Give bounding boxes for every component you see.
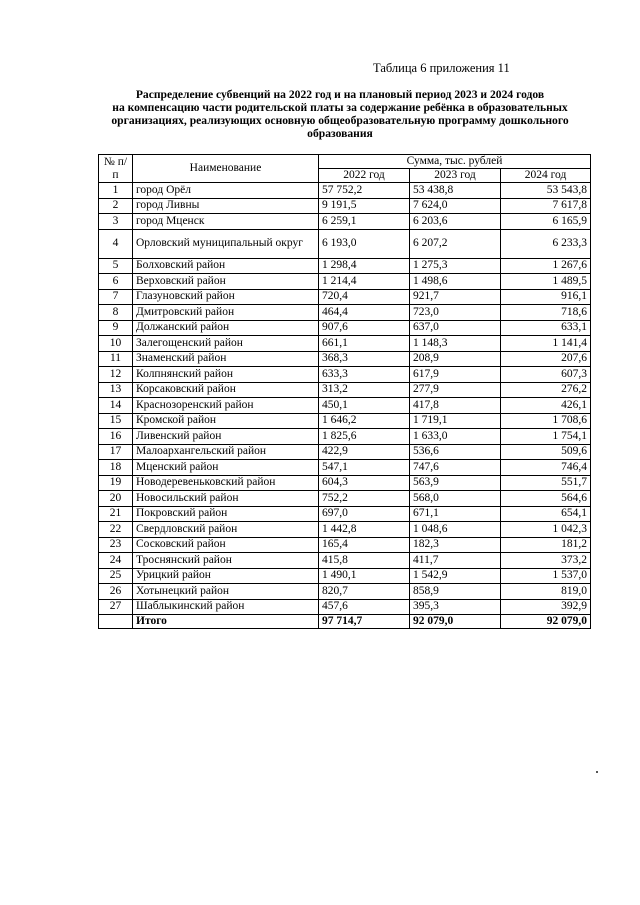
row-2024: 1 754,1	[501, 429, 591, 445]
table-row	[99, 537, 591, 553]
row-num: 21	[99, 506, 133, 522]
row-2023: 637,0	[410, 320, 501, 336]
row-2024: 181,2	[501, 537, 591, 553]
table-row	[99, 351, 591, 367]
row-2024: 564,6	[501, 491, 591, 507]
table-row	[99, 274, 591, 290]
row-name: Мценский район	[133, 460, 319, 476]
row-name: Дмитровский район	[133, 305, 319, 321]
row-num: 20	[99, 491, 133, 507]
title-line: на компенсацию части родительской платы за содержание ребёнка в образовательных	[112, 101, 568, 114]
row-2023: 747,6	[410, 460, 501, 476]
row-num: 3	[99, 214, 133, 230]
row-name: Покровский район	[133, 506, 319, 522]
row-2023: 723,0	[410, 305, 501, 321]
row-2023: 1 719,1	[410, 413, 501, 429]
row-num: 23	[99, 537, 133, 553]
row-num: 15	[99, 413, 133, 429]
row-2024: 819,0	[501, 584, 591, 600]
row-2023: 858,9	[410, 584, 501, 600]
row-2022: 415,8	[319, 553, 410, 569]
table-row	[99, 444, 591, 460]
row-2023: 411,7	[410, 553, 501, 569]
row-num: 26	[99, 584, 133, 600]
header-year-2022: 2022 год	[319, 169, 410, 183]
row-num: 18	[99, 460, 133, 476]
row-2023: 1 633,0	[410, 429, 501, 445]
table-row	[99, 491, 591, 507]
row-num: 11	[99, 351, 133, 367]
row-2022: 464,4	[319, 305, 410, 321]
row-2022: 697,0	[319, 506, 410, 522]
row-2024: 426,1	[501, 398, 591, 414]
row-num: 5	[99, 258, 133, 274]
row-num: 14	[99, 398, 133, 414]
row-2023: 7 624,0	[410, 198, 501, 214]
row-2023: 563,9	[410, 475, 501, 491]
row-2023: 417,8	[410, 398, 501, 414]
row-2022: 6 259,1	[319, 214, 410, 230]
row-num: 8	[99, 305, 133, 321]
row-2024: 1 267,6	[501, 258, 591, 274]
row-2023: 617,9	[410, 367, 501, 383]
row-2024: 718,6	[501, 305, 591, 321]
row-2024: 1 141,4	[501, 336, 591, 352]
row-name: Должанский район	[133, 320, 319, 336]
header-year-2023: 2023 год	[410, 169, 501, 183]
row-2023: 182,3	[410, 537, 501, 553]
row-2022: 1 214,4	[319, 274, 410, 290]
row-2022: 1 298,4	[319, 258, 410, 274]
table-row	[99, 258, 591, 274]
row-2022: 422,9	[319, 444, 410, 460]
row-num: 9	[99, 320, 133, 336]
row-2022: 720,4	[319, 289, 410, 305]
table-row	[99, 382, 591, 398]
row-2024: 607,3	[501, 367, 591, 383]
row-name: Верховский район	[133, 274, 319, 290]
row-num: 19	[99, 475, 133, 491]
table-row	[99, 553, 591, 569]
header-num: № п/п	[99, 155, 133, 183]
row-2023: 1 148,3	[410, 336, 501, 352]
row-2023: 568,0	[410, 491, 501, 507]
header-year-2024: 2024 год	[501, 169, 591, 183]
table-row	[99, 229, 591, 258]
row-2022: 907,6	[319, 320, 410, 336]
row-name: Новодеревеньковский район	[133, 475, 319, 491]
row-name: Орловский муниципальный округ	[133, 229, 319, 258]
row-2022: 457,6	[319, 599, 410, 615]
row-2023: 53 438,8	[410, 183, 501, 199]
row-2024: 7 617,8	[501, 198, 591, 214]
annex-label: Таблица 6 приложения 11	[373, 61, 510, 75]
header-sum: Сумма, тыс. рублей	[319, 155, 591, 169]
table-row	[99, 367, 591, 383]
row-num: 16	[99, 429, 133, 445]
row-2023: 6 203,6	[410, 214, 501, 230]
row-num: 25	[99, 568, 133, 584]
row-2024: 633,1	[501, 320, 591, 336]
table-row	[99, 413, 591, 429]
row-num: 12	[99, 367, 133, 383]
table-row	[99, 183, 591, 199]
row-2022: 1 825,6	[319, 429, 410, 445]
row-2023: 1 542,9	[410, 568, 501, 584]
row-2022: 6 193,0	[319, 229, 410, 258]
row-name: Новосильский район	[133, 491, 319, 507]
total-num-cell	[99, 615, 133, 629]
row-name: Болховский район	[133, 258, 319, 274]
row-2024: 509,6	[501, 444, 591, 460]
row-num: 6	[99, 274, 133, 290]
row-name: Знаменский район	[133, 351, 319, 367]
row-2023: 1 275,3	[410, 258, 501, 274]
table-row	[99, 475, 591, 491]
table-row	[99, 198, 591, 214]
row-2024: 207,6	[501, 351, 591, 367]
row-2022: 1 490,1	[319, 568, 410, 584]
table-body	[99, 183, 591, 615]
row-2022: 368,3	[319, 351, 410, 367]
row-num: 13	[99, 382, 133, 398]
row-2022: 313,2	[319, 382, 410, 398]
row-2024: 373,2	[501, 553, 591, 569]
row-2023: 1 498,6	[410, 274, 501, 290]
row-2022: 450,1	[319, 398, 410, 414]
row-2022: 604,3	[319, 475, 410, 491]
row-name: Залегощенский район	[133, 336, 319, 352]
row-2024: 551,7	[501, 475, 591, 491]
row-name: Шаблыкинский район	[133, 599, 319, 615]
row-2024: 6 233,3	[501, 229, 591, 258]
row-name: Краснозоренский район	[133, 398, 319, 414]
total-2022: 97 714,7	[319, 615, 410, 629]
row-name: город Ливны	[133, 198, 319, 214]
row-name: Ливенский район	[133, 429, 319, 445]
row-2022: 1 442,8	[319, 522, 410, 538]
table-row	[99, 429, 591, 445]
row-2022: 752,2	[319, 491, 410, 507]
row-2022: 9 191,5	[319, 198, 410, 214]
row-2024: 1 537,0	[501, 568, 591, 584]
title-line: Распределение субвенций на 2022 год и на плановый период 2023 и 2024 годов	[135, 88, 545, 101]
row-2024: 1 489,5	[501, 274, 591, 290]
row-2023: 1 048,6	[410, 522, 501, 538]
table-row	[99, 599, 591, 615]
table-row	[99, 289, 591, 305]
total-2023: 92 079,0	[410, 615, 501, 629]
table-row	[99, 320, 591, 336]
row-2024: 6 165,9	[501, 214, 591, 230]
title-line: организациях, реализующих основную общеобразовательную программу дошкольного	[111, 114, 569, 127]
row-2024: 276,2	[501, 382, 591, 398]
row-num: 24	[99, 553, 133, 569]
table-row	[99, 506, 591, 522]
row-name: Сосковский район	[133, 537, 319, 553]
row-2023: 208,9	[410, 351, 501, 367]
row-num: 22	[99, 522, 133, 538]
row-2024: 53 543,8	[501, 183, 591, 199]
row-num: 10	[99, 336, 133, 352]
row-num: 2	[99, 198, 133, 214]
row-name: Малоархангельский район	[133, 444, 319, 460]
total-label: Итого	[133, 615, 319, 629]
row-2024: 654,1	[501, 506, 591, 522]
table-row	[99, 584, 591, 600]
total-2024: 92 079,0	[501, 615, 591, 629]
row-2023: 536,6	[410, 444, 501, 460]
row-2023: 6 207,2	[410, 229, 501, 258]
row-num: 27	[99, 599, 133, 615]
row-2024: 392,9	[501, 599, 591, 615]
title-line: образования	[307, 127, 373, 140]
row-name: город Мценск	[133, 214, 319, 230]
row-2023: 277,9	[410, 382, 501, 398]
row-2022: 820,7	[319, 584, 410, 600]
scan-mark	[596, 771, 598, 773]
subsidy-table	[98, 154, 591, 629]
row-name: Кромской район	[133, 413, 319, 429]
document-title	[80, 88, 600, 140]
row-num: 17	[99, 444, 133, 460]
row-2023: 395,3	[410, 599, 501, 615]
row-2024: 916,1	[501, 289, 591, 305]
row-num: 4	[99, 229, 133, 258]
row-name: город Орёл	[133, 183, 319, 199]
row-name: Корсаковский район	[133, 382, 319, 398]
row-num: 7	[99, 289, 133, 305]
table-row	[99, 398, 591, 414]
row-2024: 1 708,6	[501, 413, 591, 429]
row-name: Колпнянский район	[133, 367, 319, 383]
row-2024: 746,4	[501, 460, 591, 476]
row-name: Урицкий район	[133, 568, 319, 584]
row-2024: 1 042,3	[501, 522, 591, 538]
row-2023: 921,7	[410, 289, 501, 305]
table-row	[99, 568, 591, 584]
row-2022: 57 752,2	[319, 183, 410, 199]
table-row	[99, 460, 591, 476]
row-name: Хотынецкий район	[133, 584, 319, 600]
row-name: Глазуновский район	[133, 289, 319, 305]
header-name: Наименование	[133, 155, 319, 183]
row-num: 1	[99, 183, 133, 199]
table-row	[99, 214, 591, 230]
total-row	[99, 615, 591, 629]
table-row	[99, 522, 591, 538]
row-name: Свердловский район	[133, 522, 319, 538]
row-name: Троснянский район	[133, 553, 319, 569]
row-2023: 671,1	[410, 506, 501, 522]
table-row	[99, 305, 591, 321]
row-2022: 633,3	[319, 367, 410, 383]
row-2022: 661,1	[319, 336, 410, 352]
table-row	[99, 336, 591, 352]
row-2022: 1 646,2	[319, 413, 410, 429]
row-2022: 165,4	[319, 537, 410, 553]
row-2022: 547,1	[319, 460, 410, 476]
